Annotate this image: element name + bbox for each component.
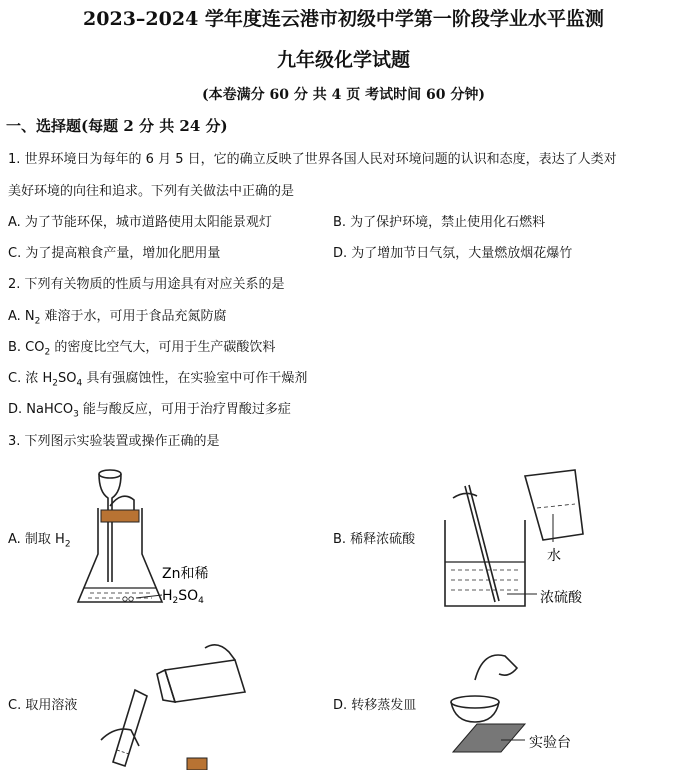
figure-a-label-reagent2: $H_2SO_4$ xyxy=(162,588,204,606)
q1-option-b: B. 为了保护环境，禁止使用化石燃料 xyxy=(333,215,546,230)
q2-option-a: A. $N_2$ 难溶于水，可用于食品充氮防腐 xyxy=(8,309,227,327)
q1-stem-line2: 美好环境的向往和追求。下列有关做法中正确的是 xyxy=(8,184,295,199)
q2-stem: 2. 下列有关物质的性质与用途具有对应关系的是 xyxy=(8,277,285,292)
q2-option-d: D. NaHCO$_3$ 能与酸反应，可用于治疗胃酸过多症 xyxy=(8,402,291,420)
exam-title-line2: 九年级化学试题 xyxy=(276,49,410,71)
q1-stem-line1: 1. 世界环境日为每年的 6 月 5 日，它的确立反映了世界各国人民对环境问题的认识和态度，表达了人类对 xyxy=(8,152,617,167)
q3-stem: 3. 下列图示实验装置或操作正确的是 xyxy=(8,434,220,449)
figure-d-label-table: 实验台 xyxy=(529,735,571,751)
figure-a-hydrogen-apparatus xyxy=(70,462,250,612)
q1-option-a: A. 为了节能环保，城市道路使用太阳能景观灯 xyxy=(8,215,272,230)
figure-b-label-acid: 浓硫酸 xyxy=(540,590,582,606)
figure-d-evaporating-dish xyxy=(425,640,625,768)
exam-info: (本卷满分 60 分 共 4 页 考试时间 60 分钟) xyxy=(202,87,485,103)
q3-option-d: D. 转移蒸发皿 xyxy=(333,698,417,713)
q2-option-c: C. 浓 $H_2SO_4$ 具有强腐蚀性，在实验室中可作干燥剂 xyxy=(8,371,308,389)
q3-option-b: B. 稀释浓硫酸 xyxy=(333,532,416,547)
q1-option-d: D. 为了增加节日气氛，大量燃放烟花爆竹 xyxy=(333,246,573,261)
figure-c-pouring xyxy=(95,630,275,770)
q3-option-c: C. 取用溶液 xyxy=(8,698,78,713)
q1-option-c: C. 为了提高粮食产量，增加化肥用量 xyxy=(8,246,221,261)
q3-option-a: A. 制取 $H_2$ xyxy=(8,532,71,550)
figure-a-label-reagent1: Zn和稀 xyxy=(162,566,209,582)
exam-title-line1: 2023–2024 学年度连云港市初级中学第一阶段学业水平监测 xyxy=(83,8,604,30)
figure-b-label-water: 水 xyxy=(547,548,561,564)
q2-option-b: B. $CO_2$ 的密度比空气大，可用于生产碳酸饮料 xyxy=(8,340,276,358)
section-title: 一、选择题(每题 2 分 共 24 分) xyxy=(6,117,228,135)
figure-b-dilution xyxy=(425,462,635,612)
